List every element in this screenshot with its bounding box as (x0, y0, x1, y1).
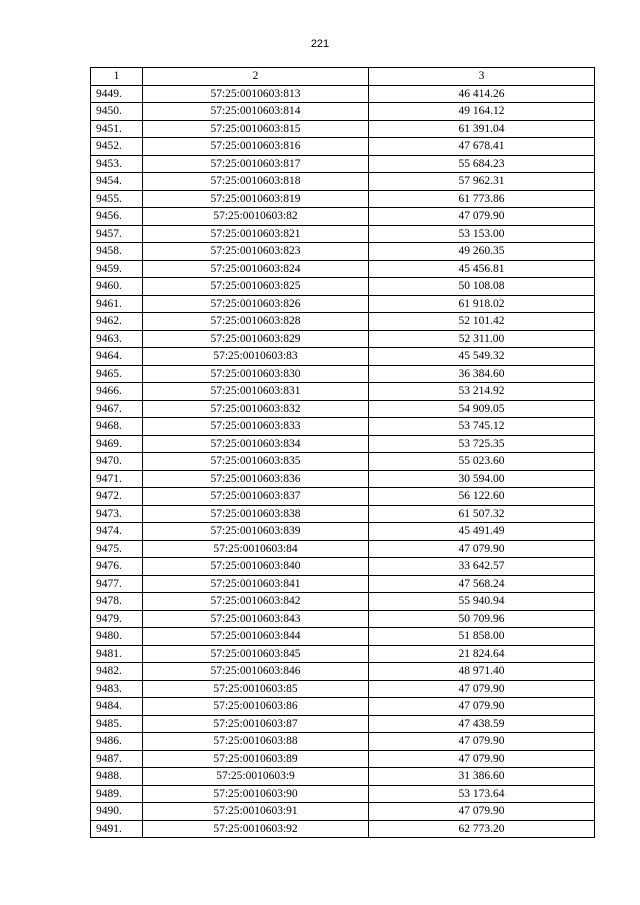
row-number-cell: 9461. (91, 295, 143, 313)
cadastral-number-cell: 57:25:0010603:837 (143, 488, 369, 506)
value-cell: 55 023.60 (369, 453, 595, 471)
table-row (91, 768, 595, 786)
table-row (91, 190, 595, 208)
cadastral-number-cell: 57:25:0010603:87 (143, 715, 369, 733)
table-row (91, 470, 595, 488)
cadastral-number-cell: 57:25:0010603:836 (143, 470, 369, 488)
table-row (91, 733, 595, 751)
cadastral-number-cell: 57:25:0010603:82 (143, 208, 369, 226)
cadastral-number-cell: 57:25:0010603:92 (143, 820, 369, 838)
value-cell: 30 594.00 (369, 470, 595, 488)
cadastral-number-cell: 57:25:0010603:844 (143, 628, 369, 646)
table-row (91, 488, 595, 506)
value-cell: 55 684.23 (369, 155, 595, 173)
value-cell: 61 507.32 (369, 505, 595, 523)
value-cell: 62 773.20 (369, 820, 595, 838)
cadastral-number-cell: 57:25:0010603:839 (143, 523, 369, 541)
value-cell: 31 386.60 (369, 768, 595, 786)
row-number-cell: 9487. (91, 750, 143, 768)
table-row (91, 505, 595, 523)
value-cell: 61 391.04 (369, 120, 595, 138)
table-row (91, 575, 595, 593)
table-row (91, 313, 595, 331)
cadastral-number-cell: 57:25:0010603:819 (143, 190, 369, 208)
value-cell: 47 079.90 (369, 540, 595, 558)
row-number-cell: 9475. (91, 540, 143, 558)
value-cell: 45 491.49 (369, 523, 595, 541)
value-cell: 57 962.31 (369, 173, 595, 191)
value-cell: 46 414.26 (369, 85, 595, 103)
cadastral-number-cell: 57:25:0010603:826 (143, 295, 369, 313)
cadastral-number-cell: 57:25:0010603:817 (143, 155, 369, 173)
row-number-cell: 9459. (91, 260, 143, 278)
value-cell: 49 260.35 (369, 243, 595, 261)
cadastral-number-cell: 57:25:0010603:833 (143, 418, 369, 436)
table-row (91, 295, 595, 313)
cadastral-number-cell: 57:25:0010603:88 (143, 733, 369, 751)
row-number-cell: 9458. (91, 243, 143, 261)
table-row (91, 418, 595, 436)
table-row (91, 85, 595, 103)
row-number-cell: 9462. (91, 313, 143, 331)
value-cell: 52 311.00 (369, 330, 595, 348)
cadastral-number-cell: 57:25:0010603:834 (143, 435, 369, 453)
value-cell: 45 549.32 (369, 348, 595, 366)
value-cell: 47 079.90 (369, 803, 595, 821)
cadastral-number-cell: 57:25:0010603:828 (143, 313, 369, 331)
cadastral-number-cell: 57:25:0010603:845 (143, 645, 369, 663)
value-cell: 53 153.00 (369, 225, 595, 243)
row-number-cell: 9457. (91, 225, 143, 243)
cadastral-number-cell: 57:25:0010603:829 (143, 330, 369, 348)
row-number-cell: 9454. (91, 173, 143, 191)
row-number-cell: 9476. (91, 558, 143, 576)
table-row (91, 225, 595, 243)
row-number-cell: 9449. (91, 85, 143, 103)
cadastral-number-cell: 57:25:0010603:9 (143, 768, 369, 786)
row-number-cell: 9484. (91, 698, 143, 716)
row-number-cell: 9469. (91, 435, 143, 453)
row-number-cell: 9451. (91, 120, 143, 138)
value-cell: 50 108.08 (369, 278, 595, 296)
row-number-cell: 9455. (91, 190, 143, 208)
cadastral-number-cell: 57:25:0010603:843 (143, 610, 369, 628)
row-number-cell: 9463. (91, 330, 143, 348)
row-number-cell: 9470. (91, 453, 143, 471)
table-row (91, 208, 595, 226)
row-number-cell: 9464. (91, 348, 143, 366)
cadastral-number-cell: 57:25:0010603:85 (143, 680, 369, 698)
value-cell: 53 725.35 (369, 435, 595, 453)
cadastral-number-cell: 57:25:0010603:815 (143, 120, 369, 138)
table-row (91, 278, 595, 296)
row-number-cell: 9479. (91, 610, 143, 628)
value-cell: 36 384.60 (369, 365, 595, 383)
cadastral-number-cell: 57:25:0010603:813 (143, 85, 369, 103)
value-cell: 47 568.24 (369, 575, 595, 593)
table-row (91, 610, 595, 628)
table-row (91, 435, 595, 453)
table-row (91, 400, 595, 418)
row-number-cell: 9471. (91, 470, 143, 488)
row-number-cell: 9488. (91, 768, 143, 786)
table-body (91, 68, 595, 838)
table-row (91, 330, 595, 348)
row-number-cell: 9490. (91, 803, 143, 821)
cadastral-number-cell: 57:25:0010603:838 (143, 505, 369, 523)
cadastral-number-cell: 57:25:0010603:842 (143, 593, 369, 611)
row-number-cell: 9453. (91, 155, 143, 173)
table-row (91, 138, 595, 156)
table-row (91, 348, 595, 366)
cadastral-number-cell: 57:25:0010603:846 (143, 663, 369, 681)
table-row (91, 663, 595, 681)
table-row (91, 750, 595, 768)
cadastral-number-cell: 57:25:0010603:818 (143, 173, 369, 191)
cadastral-number-cell: 57:25:0010603:84 (143, 540, 369, 558)
cadastral-number-cell: 57:25:0010603:91 (143, 803, 369, 821)
column-header-3: 3 (369, 68, 595, 86)
value-cell: 33 642.57 (369, 558, 595, 576)
cadastral-number-cell: 57:25:0010603:835 (143, 453, 369, 471)
value-cell: 49 164.12 (369, 103, 595, 121)
table-row (91, 173, 595, 191)
table-row (91, 540, 595, 558)
value-cell: 47 079.90 (369, 698, 595, 716)
table-row (91, 820, 595, 838)
row-number-cell: 9489. (91, 785, 143, 803)
value-cell: 53 214.92 (369, 383, 595, 401)
cadastral-number-cell: 57:25:0010603:823 (143, 243, 369, 261)
row-number-cell: 9460. (91, 278, 143, 296)
table-row (91, 715, 595, 733)
value-cell: 47 079.90 (369, 733, 595, 751)
row-number-cell: 9474. (91, 523, 143, 541)
cadastral-number-cell: 57:25:0010603:824 (143, 260, 369, 278)
table-header-row (91, 68, 595, 86)
row-number-cell: 9483. (91, 680, 143, 698)
column-header-2: 2 (143, 68, 369, 86)
table-row (91, 103, 595, 121)
row-number-cell: 9472. (91, 488, 143, 506)
value-cell: 47 079.90 (369, 750, 595, 768)
row-number-cell: 9456. (91, 208, 143, 226)
row-number-cell: 9478. (91, 593, 143, 611)
cadastral-number-cell: 57:25:0010603:830 (143, 365, 369, 383)
value-cell: 51 858.00 (369, 628, 595, 646)
table-row (91, 698, 595, 716)
table-row (91, 593, 595, 611)
value-cell: 47 438.59 (369, 715, 595, 733)
value-cell: 55 940.94 (369, 593, 595, 611)
cadastral-number-cell: 57:25:0010603:816 (143, 138, 369, 156)
value-cell: 53 173.64 (369, 785, 595, 803)
table-row (91, 803, 595, 821)
value-cell: 47 079.90 (369, 680, 595, 698)
table-row (91, 523, 595, 541)
row-number-cell: 9481. (91, 645, 143, 663)
value-cell: 61 918.02 (369, 295, 595, 313)
table-row (91, 453, 595, 471)
column-header-1: 1 (91, 68, 143, 86)
cadastral-number-cell: 57:25:0010603:814 (143, 103, 369, 121)
cadastral-number-cell: 57:25:0010603:841 (143, 575, 369, 593)
value-cell: 47 079.90 (369, 208, 595, 226)
cadastral-number-cell: 57:25:0010603:832 (143, 400, 369, 418)
table-row (91, 680, 595, 698)
value-cell: 53 745.12 (369, 418, 595, 436)
row-number-cell: 9466. (91, 383, 143, 401)
row-number-cell: 9468. (91, 418, 143, 436)
cadastral-number-cell: 57:25:0010603:825 (143, 278, 369, 296)
row-number-cell: 9491. (91, 820, 143, 838)
table-row (91, 383, 595, 401)
value-cell: 54 909.05 (369, 400, 595, 418)
row-number-cell: 9452. (91, 138, 143, 156)
value-cell: 47 678.41 (369, 138, 595, 156)
table-row (91, 260, 595, 278)
table-row (91, 243, 595, 261)
row-number-cell: 9486. (91, 733, 143, 751)
cadastral-number-cell: 57:25:0010603:86 (143, 698, 369, 716)
table-row (91, 645, 595, 663)
cadastral-number-cell: 57:25:0010603:840 (143, 558, 369, 576)
table-row (91, 120, 595, 138)
table-row (91, 785, 595, 803)
value-cell: 56 122.60 (369, 488, 595, 506)
value-cell: 50 709.96 (369, 610, 595, 628)
row-number-cell: 9485. (91, 715, 143, 733)
value-cell: 61 773.86 (369, 190, 595, 208)
data-table (90, 67, 595, 838)
value-cell: 52 101.42 (369, 313, 595, 331)
row-number-cell: 9482. (91, 663, 143, 681)
table-row (91, 628, 595, 646)
row-number-cell: 9477. (91, 575, 143, 593)
row-number-cell: 9480. (91, 628, 143, 646)
row-number-cell: 9450. (91, 103, 143, 121)
table-row (91, 365, 595, 383)
row-number-cell: 9467. (91, 400, 143, 418)
row-number-cell: 9473. (91, 505, 143, 523)
value-cell: 21 824.64 (369, 645, 595, 663)
cadastral-number-cell: 57:25:0010603:90 (143, 785, 369, 803)
table-row (91, 558, 595, 576)
page-number: 221 (310, 38, 330, 50)
cadastral-number-cell: 57:25:0010603:83 (143, 348, 369, 366)
cadastral-number-cell: 57:25:0010603:89 (143, 750, 369, 768)
table-row (91, 155, 595, 173)
cadastral-number-cell: 57:25:0010603:831 (143, 383, 369, 401)
cadastral-number-cell: 57:25:0010603:821 (143, 225, 369, 243)
row-number-cell: 9465. (91, 365, 143, 383)
value-cell: 45 456.81 (369, 260, 595, 278)
value-cell: 48 971.40 (369, 663, 595, 681)
